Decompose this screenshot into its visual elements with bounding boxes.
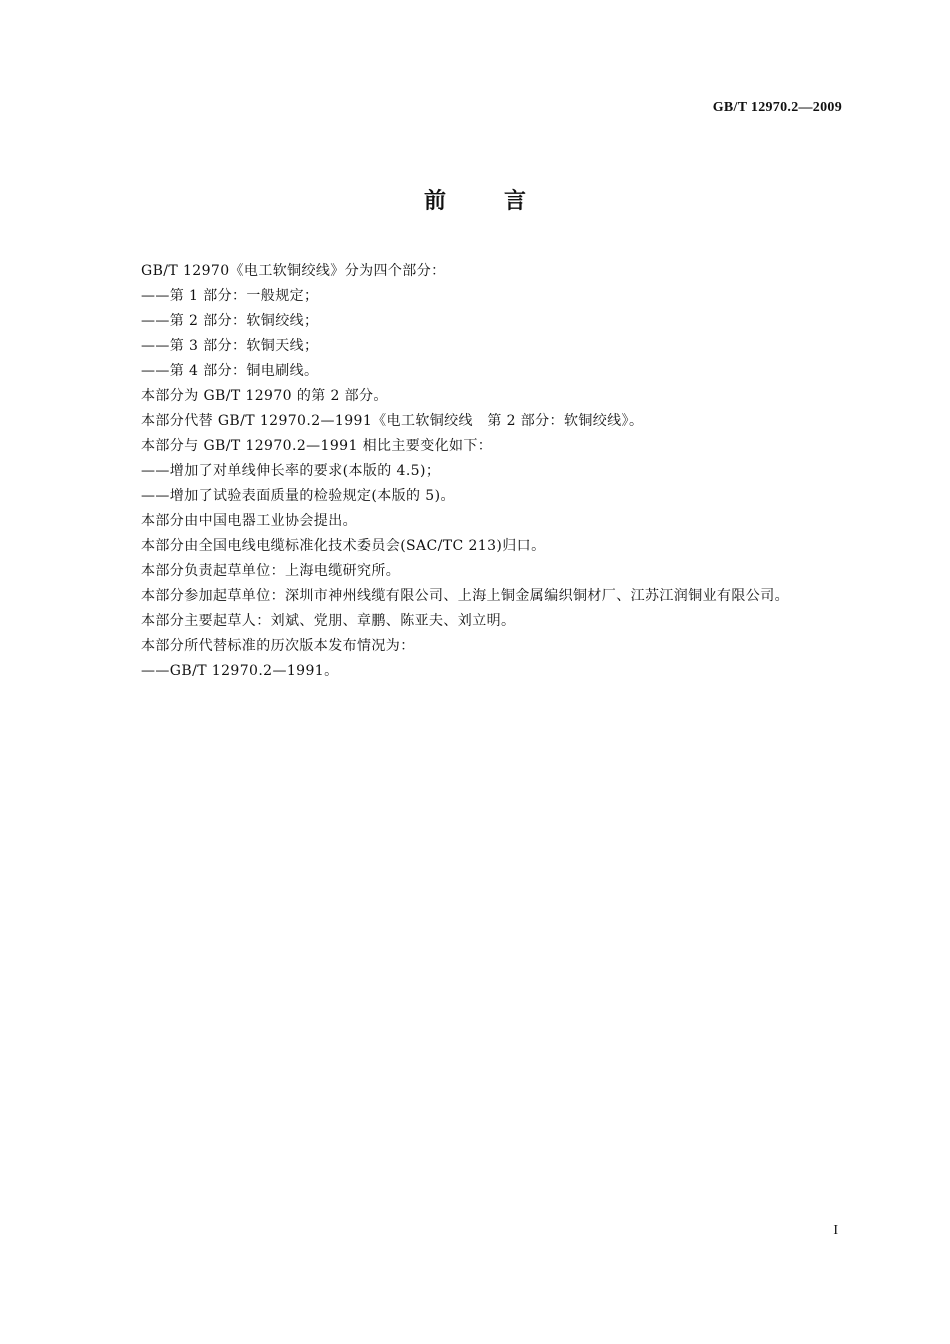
page-title: 前言 — [423, 189, 584, 214]
paragraph: 本部分由全国电线电缆标准化技术委员会(SAC/TC 213)归口。 — [141, 538, 546, 554]
paragraph: 本部分所代替标准的历次版本发布情况为： — [141, 638, 415, 654]
list-item: ——增加了试验表面质量的检验规定(本版的 5)。 — [141, 488, 455, 504]
list-item: ——第 3 部分：软铜天线； — [141, 338, 319, 354]
paragraph: 本部分代替 GB/T 12970.2—1991《电工软铜绞线 第 2 部分：软铜绞线》。 — [141, 413, 644, 429]
paragraph: 本部分由中国电器工业协会提出。 — [141, 513, 357, 529]
list-item: ——第 2 部分：软铜绞线； — [141, 313, 319, 329]
paragraph: 本部分负责起草单位：上海电缆研究所。 — [141, 563, 401, 579]
list-item: ——增加了对单线伸长率的要求(本版的 4.5)； — [141, 463, 441, 479]
paragraph: 本部分参加起草单位：深圳市神州线缆有限公司、上海上铜金属编织铜材厂、江苏江润铜业有限公司。 — [141, 588, 789, 604]
list-item: ——GB/T 12970.2—1991。 — [141, 663, 339, 679]
paragraph: GB/T 12970《电工软铜绞线》分为四个部分： — [141, 263, 446, 279]
paragraph: 本部分主要起草人：刘斌、党朋、章鹏、陈亚夫、刘立明。 — [141, 613, 516, 629]
list-item: ——第 4 部分：铜电刷线。 — [141, 363, 319, 379]
page-number: I — [833, 1223, 838, 1238]
list-item: ——第 1 部分：一般规定； — [141, 288, 319, 304]
paragraph: 本部分为 GB/T 12970 的第 2 部分。 — [141, 388, 388, 404]
standard-number: GB/T 12970.2—2009 — [712, 100, 842, 115]
foreword-body — [108, 259, 844, 684]
paragraph: 本部分与 GB/T 12970.2—1991 相比主要变化如下： — [141, 438, 493, 454]
